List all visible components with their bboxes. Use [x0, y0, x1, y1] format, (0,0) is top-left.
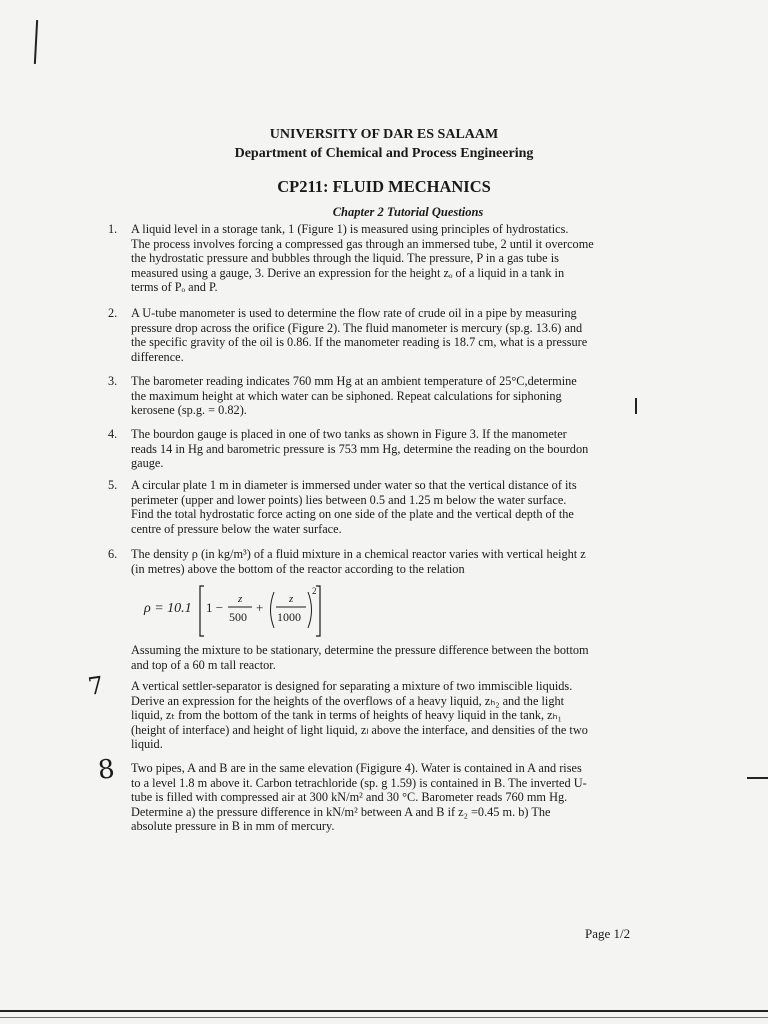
question-line: A U-tube manometer is used to determine the flow rate of crude oil in a pipe by measuring	[131, 306, 577, 320]
university-name: UNIVERSITY OF DAR ES SALAAM	[269, 127, 499, 142]
formula-paren-right	[308, 592, 312, 628]
question-line: difference.	[131, 349, 184, 364]
formula-denominator-2: 1000	[277, 610, 301, 624]
question-line: tube is filled with compressed air at 300 kN/m² and 30 °C. Barometer reads 760 mm Hg.	[131, 790, 568, 804]
scan-border-bottom-2	[0, 1017, 768, 1018]
scan-mark-right	[747, 777, 768, 779]
scan-mark-top-left	[34, 20, 38, 64]
question-line: the specific gravity of the oil is 0.86. If the manometer reading is 18.7 cm, what is a pressure	[131, 335, 588, 349]
question-line: Derive an expression for the heights of the overflows of a heavy liquid, zₕ₂ and the light	[131, 693, 565, 708]
question-line: measured using a gauge, 3. Derive an expression for the height zₒ of a liquid in a tank in	[131, 265, 565, 280]
scan-mark-margin-tick	[635, 398, 637, 414]
question-line: centre of pressure below the water surface.	[131, 521, 342, 536]
question-line: A circular plate 1 m in diameter is immersed under water so that the vertical distance of its	[131, 478, 577, 492]
question-line: Find the total hydrostatic force acting on one side of the plate and the vertical depth of the	[131, 507, 574, 521]
handwritten-number-8: 8	[96, 754, 117, 786]
question-line: reads 14 in Hg and barometric pressure is 753 mm Hg, determine the reading on the bourdon	[131, 441, 589, 456]
question-number: 2.	[108, 306, 118, 320]
formula-denominator-1: 500	[229, 610, 247, 624]
formula-numerator-1: z	[238, 593, 243, 605]
question-line: The density ρ (in kg/m³) of a fluid mixture in a chemical reactor varies with vertical height z	[131, 547, 586, 561]
question-line: absolute pressure in B in mm of mercury.	[131, 819, 335, 833]
handwritten-number-7: 7	[86, 671, 106, 701]
formula-paren-left	[271, 592, 275, 628]
question-line: The bourdon gauge is placed in one of two tanks as shown in Figure 3. If the manometer	[131, 427, 567, 441]
question-number: 1.	[108, 222, 118, 236]
question-line: liquid.	[131, 737, 163, 751]
formula-one-minus: 1 −	[206, 600, 224, 615]
question-number: 6.	[108, 547, 118, 561]
question-line: pressure drop across the orifice (Figure 2). The fluid manometer is mercury (sp.g. 13.6) and	[131, 320, 583, 335]
formula-bracket-right	[316, 586, 320, 636]
formula-lhs: ρ = 10.1	[144, 601, 192, 616]
question-line: the hydrostatic pressure and bubbles through the liquid. The pressure, P in a gas tube is	[131, 251, 559, 265]
question-line: Two pipes, A and B are in the same elevation (Figigure 4). Water is contained in A and rises	[131, 761, 582, 775]
question-number: 4.	[108, 427, 118, 441]
formula-exponent: 2	[312, 586, 317, 596]
question-number: 5.	[108, 478, 118, 492]
formula-bracket-left	[200, 586, 204, 636]
formula-numerator-2: z	[289, 593, 294, 605]
question-line: gauge.	[131, 456, 164, 470]
density-formula	[140, 580, 340, 640]
question-line: and top of a 60 m tall reactor.	[131, 657, 276, 672]
question-line: A liquid level in a storage tank, 1 (Figure 1) is measured using principles of hydrostatics.	[131, 222, 569, 236]
question-line: Determine a) the pressure difference in kN/m² between A and B if z₂ =0.45 m. b) The	[131, 804, 551, 819]
question-line: A vertical settler-separator is designed for separating a mixture of two immiscible liquids.	[131, 679, 573, 693]
question-line: terms of Pₒ and P.	[131, 280, 218, 294]
formula-plus: +	[256, 600, 264, 615]
chapter-subtitle: Chapter 2 Tutorial Questions	[332, 205, 484, 219]
page-number: Page 1/2	[585, 926, 631, 941]
department-name: Department of Chemical and Process Engineering	[234, 146, 534, 161]
question-line: to a level 1.8 m above it. Carbon tetrachloride (sp. g 1.59) is contained in B. The inverted U-	[131, 775, 587, 790]
question-line: perimeter (upper and lower points) lies between 0.5 and 1.25 m below the water surface.	[131, 492, 567, 507]
question-line: liquid, zₜ from the bottom of the tank in terms of heights of heavy liquid in the tank, zₕ₁	[131, 708, 562, 722]
question-line: (height of interface) and height of light liquid, zₗ above the interface, and densities of the two	[131, 722, 588, 737]
scan-border-bottom-1	[0, 1010, 768, 1012]
course-title: CP211: FLUID MECHANICS	[277, 177, 491, 196]
question-line: The barometer reading indicates 760 mm Hg at an ambient temperature of 25°C,determine	[131, 374, 577, 388]
question-line: the maximum height at which water can be siphoned. Repeat calculations for siphoning	[131, 388, 562, 403]
question-line: The process involves forcing a compressed gas through an immersed tube, 2 until it overcome	[131, 236, 594, 251]
question-line: Assuming the mixture to be stationary, determine the pressure difference between the bottom	[131, 643, 589, 657]
question-line: kerosene (sp.g. = 0.82).	[131, 403, 247, 417]
question-line: (in metres) above the bottom of the reactor according to the relation	[131, 561, 465, 576]
question-number: 3.	[108, 374, 118, 388]
